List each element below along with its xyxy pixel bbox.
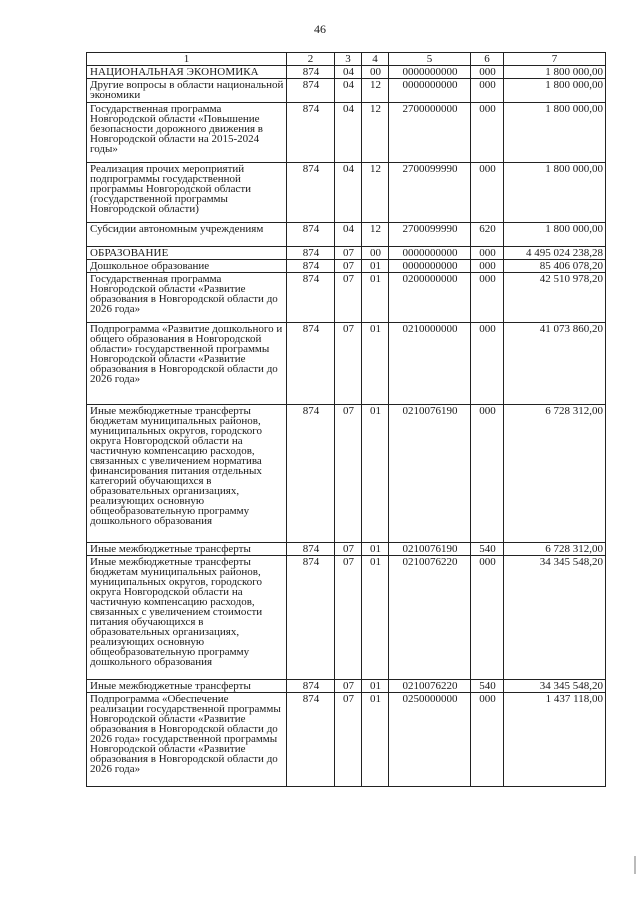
- row-expense-type: 000: [471, 103, 504, 163]
- row-amount: 1 800 000,00: [504, 223, 606, 247]
- row-section-code: 07: [335, 323, 362, 405]
- row-section-code: 07: [335, 556, 362, 680]
- row-expense-type: 000: [471, 163, 504, 223]
- row-ministry-code: 874: [287, 247, 335, 260]
- row-section-code: 04: [335, 79, 362, 103]
- row-name: Реализация прочих мероприятий подпрограммы государственной программы Новгородской области (государственной программы Новгородской области): [87, 163, 287, 223]
- row-amount: 6 728 312,00: [504, 405, 606, 543]
- row-ministry-code: 874: [287, 323, 335, 405]
- row-target-article: 0210076220: [389, 556, 471, 680]
- row-expense-type: 620: [471, 223, 504, 247]
- row-section-code: 07: [335, 273, 362, 323]
- row-amount: 42 510 978,20: [504, 273, 606, 323]
- row-subsection-code: 01: [362, 273, 389, 323]
- row-name: Другие вопросы в области национальной экономики: [87, 79, 287, 103]
- row-name: Иные межбюджетные трансферты бюджетам муниципальных районов, муниципальных округов, городского округа Новгородской области на частичную компенсацию расходов, связанных с увеличением норматива финансирования питания отдельных категорий обучающихся в образовательных организациях, реализующих основную общеобразовательную программу дошкольного образования: [87, 405, 287, 543]
- row-name: Государственная программа Новгородской области «Повышение безопасности дорожного движения в Новгородской области на 2015-2024 годы»: [87, 103, 287, 163]
- row-target-article: 0250000000: [389, 693, 471, 787]
- row-expense-type: 000: [471, 79, 504, 103]
- row-ministry-code: 874: [287, 693, 335, 787]
- row-amount: 1 800 000,00: [504, 103, 606, 163]
- row-amount: 1 800 000,00: [504, 66, 606, 79]
- row-section-code: 07: [335, 680, 362, 693]
- row-section-code: 07: [335, 247, 362, 260]
- table-row: [87, 405, 606, 543]
- row-name: Субсидии автономным учреждениям: [87, 223, 287, 247]
- column-header: 1: [87, 53, 287, 66]
- table-row: [87, 247, 606, 260]
- row-subsection-code: 01: [362, 323, 389, 405]
- row-subsection-code: 12: [362, 79, 389, 103]
- row-amount: 1 800 000,00: [504, 79, 606, 103]
- row-expense-type: 000: [471, 405, 504, 543]
- row-ministry-code: 874: [287, 556, 335, 680]
- table-row: [87, 556, 606, 680]
- row-target-article: 0000000000: [389, 66, 471, 79]
- row-name: Подпрограмма «Обеспечение реализации государственной программы Новгородской области «Развитие образования в Новгородской области до 2026 года» государственной программы Новгородской области «Развитие образования в Новгородской области до 2026 года»: [87, 693, 287, 787]
- table-row: [87, 680, 606, 693]
- row-expense-type: 540: [471, 680, 504, 693]
- row-name: Иные межбюджетные трансферты: [87, 543, 287, 556]
- row-amount: 34 345 548,20: [504, 556, 606, 680]
- row-ministry-code: 874: [287, 66, 335, 79]
- table-row: [87, 79, 606, 103]
- row-amount: 34 345 548,20: [504, 680, 606, 693]
- row-target-article: 0200000000: [389, 273, 471, 323]
- row-expense-type: 000: [471, 260, 504, 273]
- row-ministry-code: 874: [287, 680, 335, 693]
- scan-artifact: [634, 856, 636, 874]
- column-header: 3: [335, 53, 362, 66]
- row-ministry-code: 874: [287, 405, 335, 543]
- row-ministry-code: 874: [287, 103, 335, 163]
- row-ministry-code: 874: [287, 79, 335, 103]
- table-row: [87, 543, 606, 556]
- budget-table: [86, 52, 606, 787]
- row-target-article: 0210000000: [389, 323, 471, 405]
- row-subsection-code: 01: [362, 543, 389, 556]
- row-expense-type: 540: [471, 543, 504, 556]
- row-amount: 41 073 860,20: [504, 323, 606, 405]
- row-subsection-code: 12: [362, 223, 389, 247]
- row-expense-type: 000: [471, 66, 504, 79]
- row-target-article: 0000000000: [389, 79, 471, 103]
- row-target-article: 0210076190: [389, 405, 471, 543]
- table-row: [87, 260, 606, 273]
- table-row: [87, 323, 606, 405]
- table-row: [87, 223, 606, 247]
- table-row: [87, 66, 606, 79]
- row-subsection-code: 12: [362, 103, 389, 163]
- row-name: Иные межбюджетные трансферты: [87, 680, 287, 693]
- table-header-row: [87, 53, 606, 66]
- row-section-code: 04: [335, 223, 362, 247]
- row-target-article: 0000000000: [389, 247, 471, 260]
- row-target-article: 0210076190: [389, 543, 471, 556]
- row-amount: 6 728 312,00: [504, 543, 606, 556]
- row-section-code: 04: [335, 103, 362, 163]
- row-expense-type: 000: [471, 693, 504, 787]
- column-header: 5: [389, 53, 471, 66]
- row-subsection-code: 12: [362, 163, 389, 223]
- row-target-article: 2700099990: [389, 163, 471, 223]
- column-header: 7: [504, 53, 606, 66]
- row-name: НАЦИОНАЛЬНАЯ ЭКОНОМИКА: [87, 66, 287, 79]
- row-expense-type: 000: [471, 556, 504, 680]
- row-subsection-code: 01: [362, 680, 389, 693]
- row-expense-type: 000: [471, 247, 504, 260]
- row-target-article: 0210076220: [389, 680, 471, 693]
- row-amount: 1 800 000,00: [504, 163, 606, 223]
- row-section-code: 07: [335, 405, 362, 543]
- row-ministry-code: 874: [287, 223, 335, 247]
- row-name: Государственная программа Новгородской области «Развитие образования в Новгородской области до 2026 года»: [87, 273, 287, 323]
- page-number: 46: [314, 22, 326, 36]
- row-amount: 1 437 118,00: [504, 693, 606, 787]
- row-amount: 85 406 078,20: [504, 260, 606, 273]
- row-subsection-code: 01: [362, 405, 389, 543]
- row-subsection-code: 01: [362, 260, 389, 273]
- row-section-code: 07: [335, 543, 362, 556]
- row-ministry-code: 874: [287, 273, 335, 323]
- row-name: ОБРАЗОВАНИЕ: [87, 247, 287, 260]
- row-subsection-code: 00: [362, 247, 389, 260]
- row-section-code: 07: [335, 693, 362, 787]
- table-row: [87, 103, 606, 163]
- row-name: Иные межбюджетные трансферты бюджетам муниципальных районов, муниципальных округов, городского округа Новгородской области на частичную компенсацию расходов, связанных с увеличением стоимости питания обучающихся в образовательных организациях, реализующих основную общеобразовательную программу дошкольного образования: [87, 556, 287, 680]
- row-name: Дошкольное образование: [87, 260, 287, 273]
- row-name: Подпрограмма «Развитие дошкольного и общего образования в Новгородской области» государственной программы Новгородской области «Развитие образования в Новгородской области до 2026 года»: [87, 323, 287, 405]
- column-header: 4: [362, 53, 389, 66]
- row-section-code: 04: [335, 163, 362, 223]
- row-target-article: 2700099990: [389, 223, 471, 247]
- row-section-code: 07: [335, 260, 362, 273]
- row-ministry-code: 874: [287, 163, 335, 223]
- row-section-code: 04: [335, 66, 362, 79]
- row-subsection-code: 01: [362, 693, 389, 787]
- table-row: [87, 273, 606, 323]
- row-target-article: 2700000000: [389, 103, 471, 163]
- row-subsection-code: 00: [362, 66, 389, 79]
- row-ministry-code: 874: [287, 260, 335, 273]
- row-amount: 4 495 024 238,28: [504, 247, 606, 260]
- column-header: 6: [471, 53, 504, 66]
- row-expense-type: 000: [471, 323, 504, 405]
- table-row: [87, 693, 606, 787]
- row-subsection-code: 01: [362, 556, 389, 680]
- column-header: 2: [287, 53, 335, 66]
- row-expense-type: 000: [471, 273, 504, 323]
- table-row: [87, 163, 606, 223]
- row-target-article: 0000000000: [389, 260, 471, 273]
- row-ministry-code: 874: [287, 543, 335, 556]
